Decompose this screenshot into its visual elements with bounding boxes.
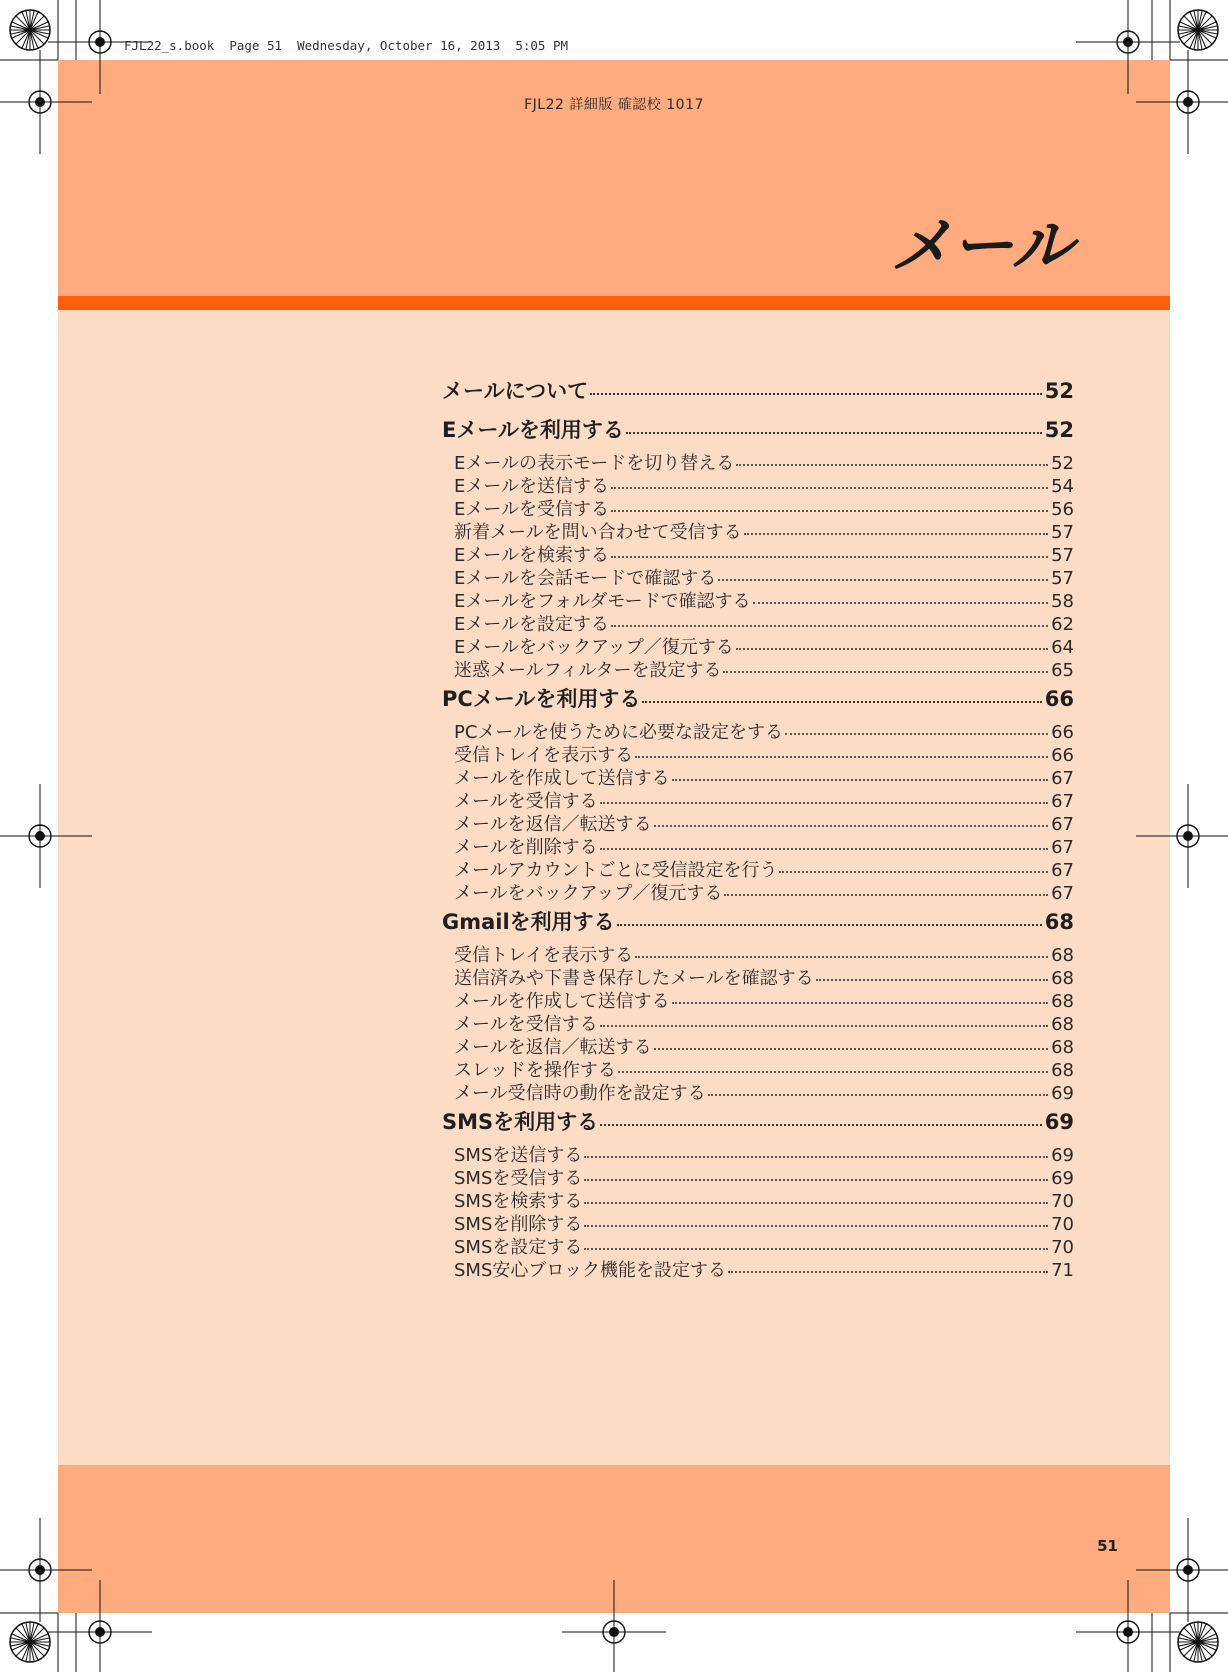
toc-entry-page: 57 (1051, 522, 1074, 543)
toc-entry-page: 52 (1044, 379, 1074, 403)
toc-entry-title: Eメールを送信する (454, 476, 610, 497)
toc-entry-title: メールについて (442, 379, 589, 403)
proof-label: FJL22 詳細版 確認校 1017 (524, 97, 704, 113)
dot-leader (584, 1201, 1048, 1204)
toc-entry-page: 71 (1051, 1260, 1074, 1281)
toc-entry-page: 52 (1044, 418, 1074, 442)
toc-entry-page: 68 (1051, 1014, 1074, 1035)
toc-entry-title: メールを削除する (454, 837, 598, 858)
toc-entry-title: Eメールの表示モードを切り替える (454, 453, 735, 474)
toc-entry-title: メールを返信／転送する (454, 814, 652, 835)
toc-entry-page: 56 (1051, 499, 1074, 520)
dot-leader (724, 893, 1048, 896)
dot-leader (744, 532, 1048, 535)
toc-sub-entry[interactable] (442, 564, 1074, 587)
toc-entry-title: PCメールを利用する (442, 687, 641, 711)
toc-entry-title: 送信済みや下書き保存したメールを確認する (454, 968, 814, 989)
toc-entry-page: 57 (1051, 545, 1074, 566)
dot-leader (611, 509, 1048, 512)
toc-entry-page: 67 (1051, 837, 1074, 858)
toc-sub-entry[interactable] (442, 810, 1074, 833)
dot-leader (779, 870, 1048, 873)
toc-main-entry[interactable] (442, 375, 1074, 410)
file-info: FJL22_s.book Page 51 Wednesday, October 16, 2013 5:05 PM (124, 38, 569, 53)
toc-entry-page: 67 (1051, 860, 1074, 881)
toc-entry-title: Eメールを検索する (454, 545, 610, 566)
toc-section-sms (442, 1106, 1074, 1279)
toc-entry-page: 69 (1051, 1168, 1074, 1189)
toc-sub-entry[interactable] (442, 449, 1074, 472)
toc-sub-entry[interactable] (442, 941, 1074, 964)
dot-leader (723, 670, 1048, 673)
table-of-contents (442, 375, 1074, 1279)
dot-leader (708, 1093, 1048, 1096)
toc-entry-title: メールを受信する (454, 1014, 598, 1035)
toc-entry-title: スレッドを操作する (454, 1060, 616, 1081)
dot-leader (816, 978, 1048, 981)
toc-entry-page: 70 (1051, 1237, 1074, 1258)
toc-entry-title: 新着メールを問い合わせて受信する (454, 522, 742, 543)
toc-sub-entry[interactable] (442, 1164, 1074, 1187)
dot-leader (736, 463, 1048, 466)
toc-entry-page: 70 (1051, 1214, 1074, 1235)
toc-entry-page: 68 (1044, 910, 1074, 934)
toc-entry-page: 69 (1051, 1145, 1074, 1166)
dot-leader (718, 578, 1048, 581)
toc-entry-title: Eメールを利用する (442, 418, 624, 442)
toc-sub-entry[interactable] (442, 964, 1074, 987)
dot-leader (584, 1178, 1048, 1181)
dot-leader (654, 1047, 1048, 1050)
dot-leader (611, 486, 1048, 489)
toc-entry-page: 62 (1051, 614, 1074, 635)
toc-sub-entry[interactable] (442, 518, 1074, 541)
toc-entry-page: 68 (1051, 968, 1074, 989)
toc-entry-title: SMSを削除する (454, 1214, 583, 1235)
toc-sub-entry[interactable] (442, 787, 1074, 810)
dot-leader (753, 601, 1048, 604)
toc-entry-title: Eメールを受信する (454, 499, 610, 520)
dot-leader (626, 431, 1042, 434)
dot-leader (785, 732, 1048, 735)
toc-sub-entry[interactable] (442, 610, 1074, 633)
dot-leader (590, 392, 1042, 395)
toc-entry-page: 70 (1051, 1191, 1074, 1212)
toc-entry-title: Eメールをフォルダモードで確認する (454, 591, 751, 612)
toc-section-about (442, 375, 1074, 410)
dot-leader (672, 1001, 1048, 1004)
toc-entry-title: 迷惑メールフィルターを設定する (454, 660, 722, 681)
dot-leader (635, 755, 1048, 758)
toc-entry-title: Eメールを会話モードで確認する (454, 568, 717, 589)
toc-entry-page: 67 (1051, 814, 1074, 835)
toc-entry-page: 67 (1051, 768, 1074, 789)
chapter-title: メール (890, 209, 1072, 282)
toc-section-gmail (442, 906, 1074, 1102)
toc-entry-title: メールをバックアップ／復元する (454, 883, 723, 904)
dot-leader (618, 1070, 1048, 1073)
toc-entry-title: SMS安心ブロック機能を設定する (454, 1260, 727, 1281)
toc-entry-page: 58 (1051, 591, 1074, 612)
dot-leader (600, 801, 1048, 804)
dot-leader (611, 555, 1048, 558)
toc-sub-entry[interactable] (442, 879, 1074, 902)
toc-main-entry[interactable] (442, 683, 1074, 718)
toc-sub-entry[interactable] (442, 1056, 1074, 1079)
toc-entry-page: 67 (1051, 883, 1074, 904)
toc-main-entry[interactable] (442, 1106, 1074, 1141)
toc-sub-entry[interactable] (442, 741, 1074, 764)
toc-entry-title: メールを作成して送信する (454, 991, 670, 1012)
toc-sub-entry[interactable] (442, 1210, 1074, 1233)
toc-entry-page: 68 (1051, 1060, 1074, 1081)
dot-leader (654, 824, 1048, 827)
toc-section-pc-mail (442, 683, 1074, 902)
toc-entry-page: 57 (1051, 568, 1074, 589)
toc-entry-page: 52 (1051, 453, 1074, 474)
toc-sub-entry[interactable] (442, 1079, 1074, 1102)
page-number: 51 (1097, 1537, 1118, 1555)
toc-entry-title: メールを作成して送信する (454, 768, 670, 789)
toc-entry-title: メール受信時の動作を設定する (454, 1083, 706, 1104)
toc-sub-entry[interactable] (442, 495, 1074, 518)
toc-sub-entry[interactable] (442, 633, 1074, 656)
toc-main-entry[interactable] (442, 906, 1074, 941)
dot-leader (672, 778, 1048, 781)
toc-sub-entry[interactable] (442, 1141, 1074, 1164)
toc-entry-page: 68 (1051, 1037, 1074, 1058)
dot-leader (600, 1123, 1042, 1126)
toc-section-email (442, 414, 1074, 679)
toc-sub-entry[interactable] (442, 764, 1074, 787)
toc-entry-title: Eメールをバックアップ／復元する (454, 637, 734, 658)
toc-sub-entry[interactable] (442, 656, 1074, 679)
toc-entry-title: SMSを検索する (454, 1191, 583, 1212)
toc-entry-page: 65 (1051, 660, 1074, 681)
toc-entry-title: SMSを送信する (454, 1145, 583, 1166)
dot-leader (635, 955, 1048, 958)
toc-sub-entry[interactable] (442, 472, 1074, 495)
toc-sub-entry[interactable] (442, 587, 1074, 610)
toc-sub-entry[interactable] (442, 541, 1074, 564)
toc-entry-title: メールを返信／転送する (454, 1037, 652, 1058)
dot-leader (611, 624, 1048, 627)
dot-leader (584, 1224, 1048, 1227)
toc-sub-entry[interactable] (442, 987, 1074, 1010)
toc-sub-entry[interactable] (442, 856, 1074, 879)
dot-leader (728, 1270, 1048, 1273)
toc-entry-title: 受信トレイを表示する (454, 745, 634, 766)
dot-leader (642, 700, 1041, 703)
toc-entry-title: PCメールを使うために必要な設定をする (454, 722, 784, 743)
toc-main-entry[interactable] (442, 414, 1074, 449)
toc-entry-title: SMSを設定する (454, 1237, 583, 1258)
toc-sub-entry[interactable] (442, 1187, 1074, 1210)
toc-entry-page: 66 (1044, 687, 1074, 711)
dot-leader (600, 847, 1048, 850)
dot-leader (736, 647, 1048, 650)
dot-leader (584, 1247, 1048, 1250)
toc-sub-entry[interactable] (442, 1033, 1074, 1056)
toc-sub-entry[interactable] (442, 718, 1074, 741)
toc-entry-page: 68 (1051, 945, 1074, 966)
toc-entry-title: Gmailを利用する (442, 910, 615, 934)
toc-entry-page: 68 (1051, 991, 1074, 1012)
toc-entry-page: 67 (1051, 791, 1074, 812)
toc-entry-title: メールを受信する (454, 791, 598, 812)
toc-sub-entry[interactable] (442, 1010, 1074, 1033)
dot-leader (584, 1155, 1048, 1158)
toc-entry-title: SMSを利用する (442, 1110, 599, 1134)
dot-leader (600, 1024, 1048, 1027)
toc-sub-entry[interactable] (442, 833, 1074, 856)
toc-entry-page: 66 (1051, 722, 1074, 743)
toc-entry-page: 69 (1044, 1110, 1074, 1134)
toc-sub-entry[interactable] (442, 1233, 1074, 1256)
toc-entry-title: Eメールを設定する (454, 614, 610, 635)
toc-entry-title: SMSを受信する (454, 1168, 583, 1189)
toc-entry-title: 受信トレイを表示する (454, 945, 634, 966)
toc-entry-page: 64 (1051, 637, 1074, 658)
toc-entry-page: 54 (1051, 476, 1074, 497)
dot-leader (617, 923, 1042, 926)
toc-entry-title: メールアカウントごとに受信設定を行う (454, 860, 778, 881)
toc-entry-page: 66 (1051, 745, 1074, 766)
toc-entry-page: 69 (1051, 1083, 1074, 1104)
toc-sub-entry[interactable] (442, 1256, 1074, 1279)
